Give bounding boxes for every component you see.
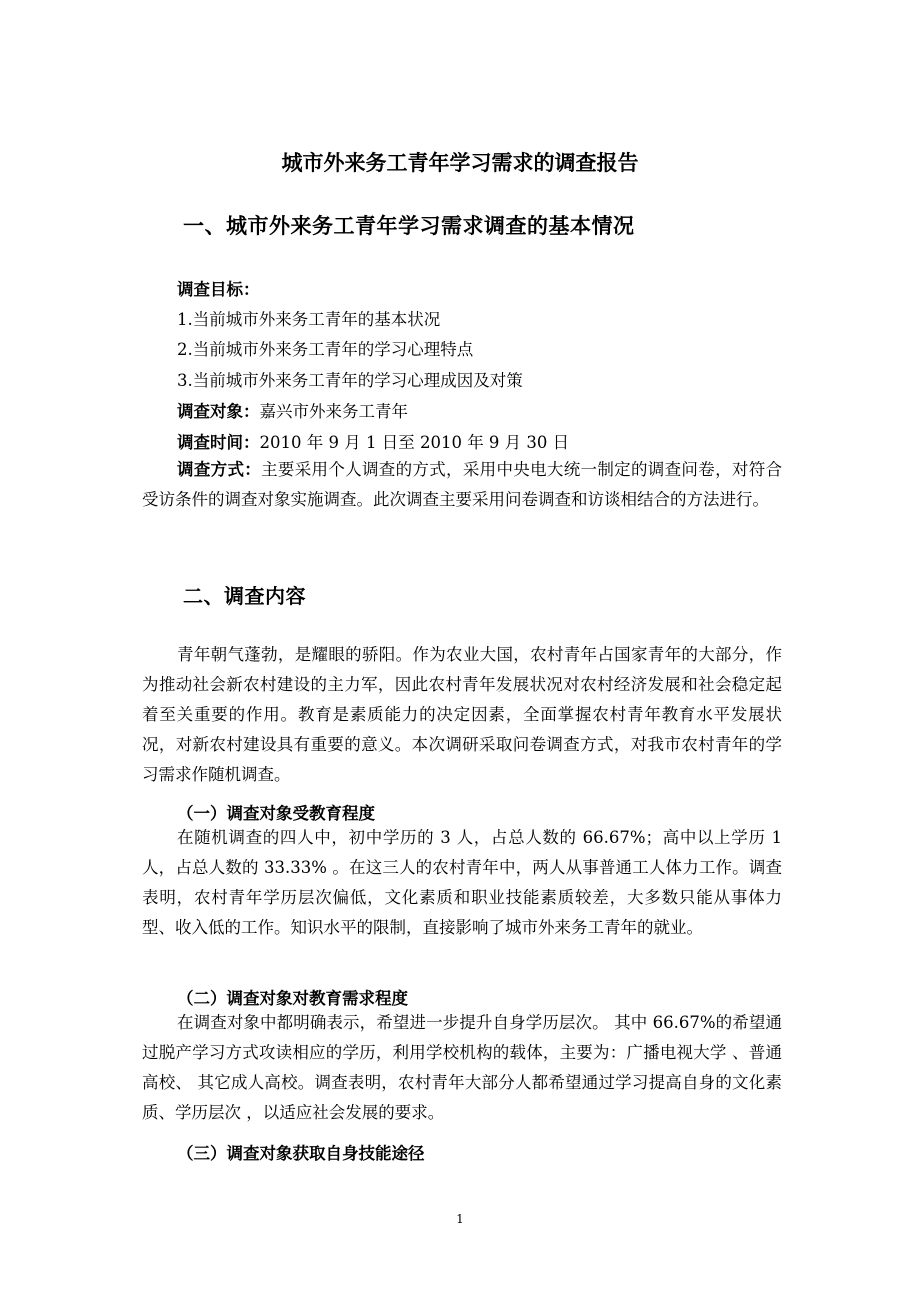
goal-item-3: 3.当前城市外来务工青年的学习心理成因及对策	[177, 371, 523, 390]
object-value: 嘉兴市外来务工青年	[259, 402, 408, 421]
time-row	[177, 429, 569, 453]
section1-heading: 一、城市外来务工青年学习需求调查的基本情况	[183, 214, 635, 238]
section2-heading: 二、调查内容	[183, 584, 306, 608]
sub3-heading: （三）调查对象获取自身技能途径	[177, 1144, 425, 1163]
time-label: 调查时间：	[177, 433, 260, 452]
object-label: 调查对象：	[177, 402, 260, 421]
sub2-heading: （二）调查对象对教育需求程度	[177, 989, 408, 1008]
method-value: 主要采用个人调查的方式，采用中央电大统一制定的调查问卷，对符合受访条件的调查对象实施调查。此次调查主要采用问卷调查和访谈相结合的方法进行。	[142, 460, 783, 509]
sub2-paragraph: 在调查对象中都明确表示，希望进一步提升自身学历层次。 其中 66.67%的希望通过脱产学习方式攻读相应的学历，利用学校机构的载体，主要为：广播电视大学 、普通高校、 其它成人高校。调查表明，农村青年大部分人都希望通过学习提高自身的文化素质、学历层次 ，以适应社会发展的要求。	[142, 1013, 782, 1122]
goal-item-1: 1.当前城市外来务工青年的基本状况	[177, 310, 441, 329]
object-row	[177, 398, 408, 422]
page-number: 1	[456, 1212, 464, 1226]
goal-label: 调查目标：	[177, 280, 260, 299]
method-label: 调查方式：	[177, 460, 262, 479]
sub1-paragraph: 在随机调查的四人中，初中学历的 3 人，占总人数的 66.67%；高中以上学历 1 人，占总人数的 33.33% 。在这三人的农村青年中，两人从事普通工人体力工作。调查表明，农村青年学历层次偏低，文化素质和职业技能素质较差，大多数只能从事体力型、收入低的工作。知识水平的限制，直接影响了城市外来务工青年的就业。	[142, 828, 782, 937]
document-title: 城市外来务工青年学习需求的调查报告	[281, 151, 639, 175]
intro-paragraph: 青年朝气蓬勃，是耀眼的骄阳。作为农业大国，农村青年占国家青年的大部分，作为推动社会新农村建设的主力军，因此农村青年发展状况对农村经济发展和社会稳定起着至关重要的作用。教育是素质能力的决定因素，全面掌握农村青年教育水平发展状况，对新农村建设具有重要的意义。本次调研采取问卷调查方式，对我市农村青年的学习需求作随机调查。	[142, 645, 782, 784]
goal-item-2: 2.当前城市外来务工青年的学习心理特点	[177, 340, 474, 359]
method-paragraph	[142, 455, 782, 515]
time-value: 2010 年 9 月 1 日至 2010 年 9 月 30 日	[259, 433, 570, 452]
sub1-heading: （一）调查对象受教育程度	[177, 804, 375, 823]
